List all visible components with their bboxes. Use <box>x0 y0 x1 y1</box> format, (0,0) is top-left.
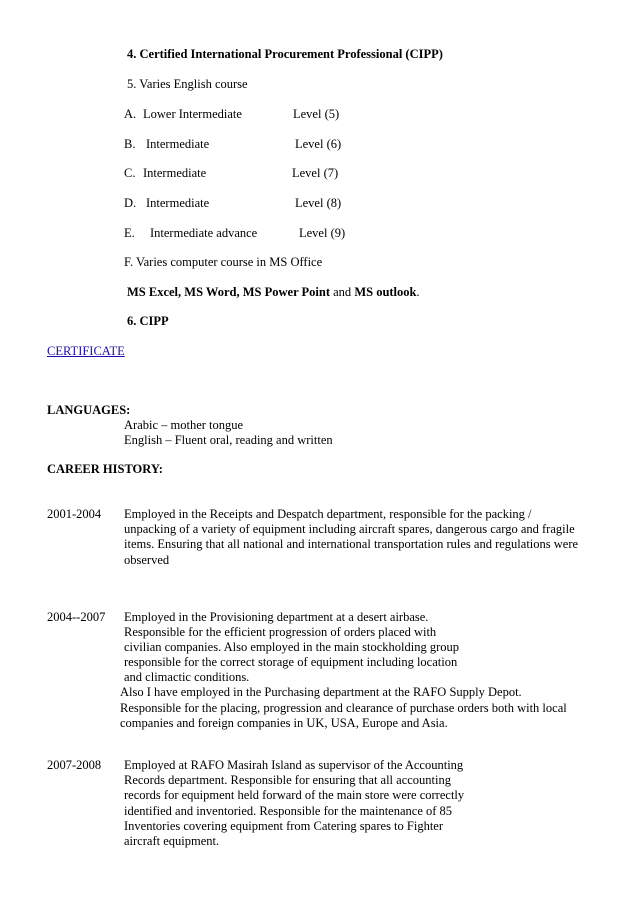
description-line: unpacking of a variety of equipment including aircraft spares, dangerous cargo and fragile <box>124 522 575 537</box>
level-letter-b: B. <box>124 137 136 151</box>
description-line: Records department. Responsible for ensuring that all accounting <box>124 773 451 788</box>
certificate-link[interactable]: CERTIFICATE <box>47 344 125 358</box>
career-history-heading: CAREER HISTORY: <box>47 462 163 476</box>
ms-office-apps: MS Excel, MS Word, MS Power Point <box>127 285 330 299</box>
description-line: aircraft equipment. <box>124 834 220 849</box>
level-letter-a: A. <box>124 107 137 121</box>
description-line: Responsible for the placing, progression and clearance of purchase orders both with local <box>120 700 567 715</box>
description-line: Employed at RAFO Masirah Island as supervisor of the Accounting <box>124 758 464 772</box>
description-line: Inventories covering equipment from Catering spares to Fighter <box>124 818 444 833</box>
language-item: Arabic – mother tongue <box>124 418 244 432</box>
description-line: items. Ensuring that all national and international transportation rules and regulations were <box>124 537 579 552</box>
description-line: records for equipment held forward of the main store were correctly <box>124 788 465 803</box>
level-value-e: Level (9) <box>299 226 346 240</box>
level-letter-e: E. <box>124 226 135 240</box>
level-value-d: Level (8) <box>295 196 342 210</box>
description-line: Employed in the Receipts and Despatch department, responsible for the packing / <box>124 507 532 521</box>
level-value-c: Level (7) <box>292 166 339 180</box>
languages-heading: LANGUAGES: <box>47 403 131 417</box>
description-line: Employed in the Provisioning department at a desert airbase. <box>124 610 429 624</box>
career-description <box>124 758 464 849</box>
career-period: 2001-2004 <box>47 507 102 521</box>
qualification-item-5: 5. Varies English course <box>127 77 248 91</box>
ms-office-and: and <box>330 285 355 299</box>
description-line: and climactic conditions. <box>124 670 250 685</box>
career-description <box>124 507 578 568</box>
description-line: companies and foreign companies in UK, USA, Europe and Asia. <box>120 715 448 730</box>
qualification-item-4: 4. Certified International Procurement Professional (CIPP) <box>127 47 443 61</box>
qualification-item-6: 6. CIPP <box>127 314 169 328</box>
level-course-e: Intermediate advance <box>150 226 258 240</box>
qualification-item-f: F. Varies computer course in MS Office <box>124 255 323 269</box>
level-value-b: Level (6) <box>295 137 342 151</box>
level-value-a: Level (5) <box>293 107 340 121</box>
ms-office-line <box>127 285 420 300</box>
level-course-c: Intermediate <box>143 166 207 180</box>
description-line: responsible for the correct storage of equipment including location <box>124 655 458 670</box>
level-course-b: Intermediate <box>146 137 210 151</box>
ms-office-outlook: MS outlook <box>354 285 417 299</box>
language-item: English – Fluent oral, reading and written <box>124 433 333 447</box>
ms-office-period: . <box>416 285 420 299</box>
description-line: identified and inventoried. Responsible for the maintenance of 85 <box>124 803 453 818</box>
description-line: observed <box>124 552 170 567</box>
level-letter-d: D. <box>124 196 137 210</box>
career-period: 2007-2008 <box>47 758 102 772</box>
description-line: civilian companies. Also employed in the main stockholding group <box>124 640 460 655</box>
description-line: Also I have employed in the Purchasing department at the RAFO Supply Depot. <box>120 685 522 700</box>
level-course-d: Intermediate <box>146 196 210 210</box>
level-letter-c: C. <box>124 166 136 180</box>
career-period: 2004--2007 <box>47 610 106 624</box>
career-description <box>120 610 567 731</box>
description-line: Responsible for the efficient progression of orders placed with <box>124 625 437 640</box>
level-course-a: Lower Intermediate <box>143 107 242 121</box>
